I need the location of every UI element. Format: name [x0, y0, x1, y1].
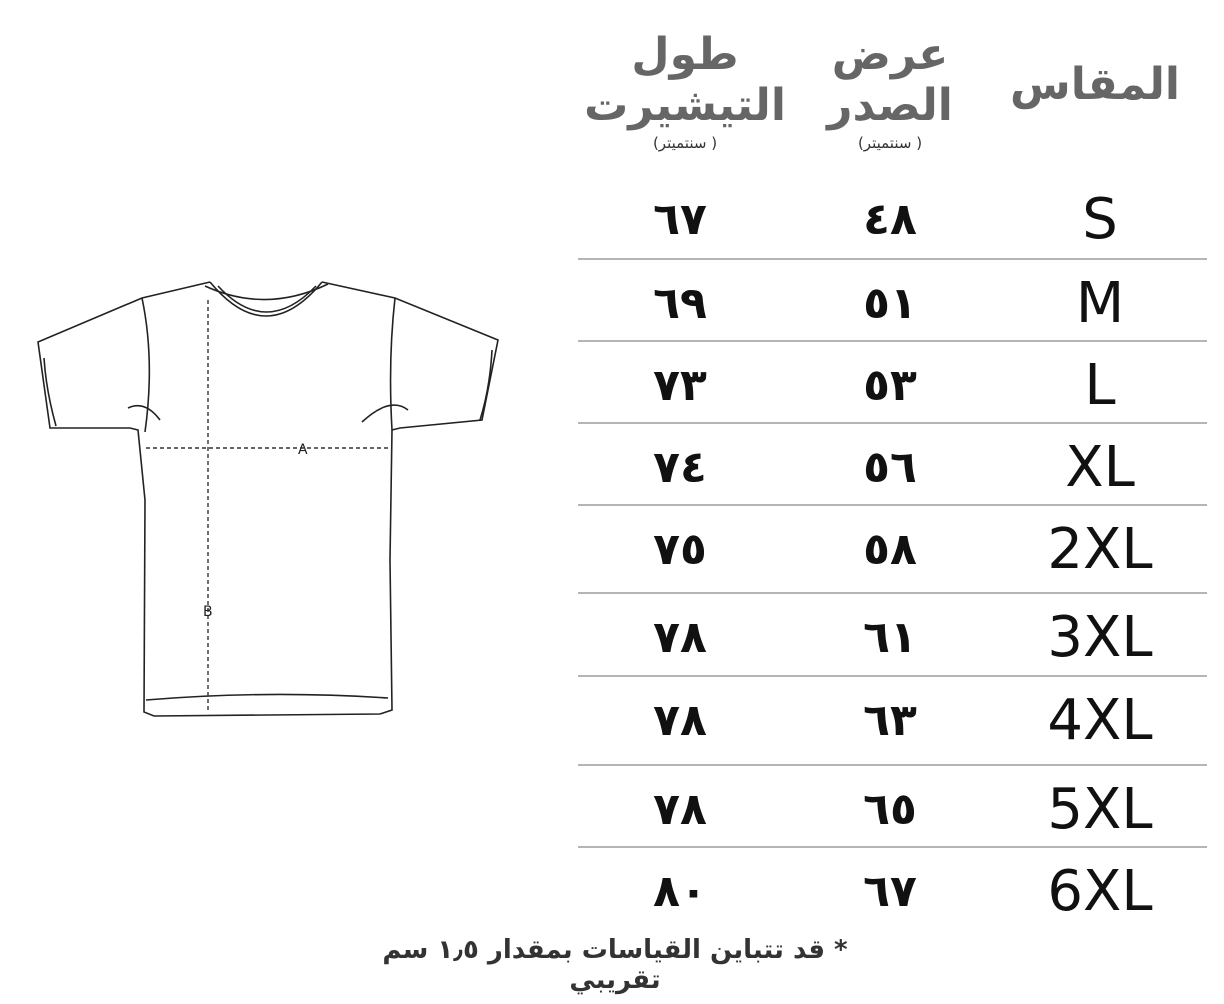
measurement-note: * قد تتباين القياسات بمقدار ١٫٥ سم تقريبي	[382, 935, 848, 995]
length-cell: ٧٨	[653, 783, 707, 835]
tshirt-diagram	[30, 270, 510, 730]
header-length-line2: التيشيرت	[584, 79, 786, 131]
header-chest	[810, 30, 970, 152]
chest-cell: ٥٨	[863, 523, 917, 575]
chest-cell: ٦١	[863, 611, 917, 663]
length-cell: ٧٨	[653, 694, 707, 746]
chest-cell: ٦٥	[863, 783, 917, 835]
table-row	[580, 508, 1207, 590]
table-row	[580, 426, 1207, 508]
size-cell: XL	[1065, 434, 1135, 500]
row-divider	[578, 422, 1207, 424]
table-row	[580, 178, 1207, 260]
table-row	[580, 596, 1207, 678]
tshirt-outline	[30, 270, 510, 730]
size-cell: 4XL	[1047, 687, 1153, 753]
chest-cell: ٤٨	[863, 193, 917, 245]
size-cell: 3XL	[1047, 604, 1153, 670]
chest-cell: ٦٣	[863, 694, 917, 746]
length-cell: ٧٤	[653, 441, 707, 493]
size-cell: M	[1075, 270, 1125, 336]
row-divider	[578, 592, 1207, 594]
chest-cell: ٥٦	[863, 441, 917, 493]
chest-cell: ٦٧	[863, 865, 917, 917]
header-chest-line2: الصدر	[827, 79, 953, 131]
size-cell: L	[1084, 352, 1116, 418]
table-row	[580, 679, 1207, 761]
size-cell: 5XL	[1047, 776, 1153, 842]
size-cell: 2XL	[1047, 516, 1153, 582]
chest-cell: ٥٣	[863, 359, 917, 411]
row-divider	[578, 764, 1207, 766]
table-row	[580, 262, 1207, 344]
label-a: A	[298, 442, 308, 458]
length-cell: ٧٥	[653, 523, 707, 575]
size-cell: 6XL	[1047, 858, 1153, 924]
header-length-unit: (سنتميتر )	[652, 134, 718, 153]
table-row	[580, 768, 1207, 850]
length-cell: ٧٣	[653, 359, 707, 411]
length-cell: ٦٩	[653, 277, 707, 329]
table-row	[580, 344, 1207, 426]
row-divider	[578, 675, 1207, 677]
row-divider	[578, 504, 1207, 506]
chest-cell: ٥١	[863, 277, 917, 329]
label-b: B	[203, 604, 213, 620]
table-row	[580, 850, 1207, 932]
row-divider	[578, 340, 1207, 342]
header-size	[1010, 60, 1180, 111]
length-cell: ٨٠	[653, 865, 707, 917]
header-chest-line1: عرض	[831, 29, 949, 80]
length-cell: ٦٧	[653, 193, 707, 245]
row-divider	[578, 846, 1207, 848]
size-cell: S	[1082, 186, 1118, 252]
row-divider	[578, 258, 1207, 260]
header-length	[580, 30, 790, 152]
header-length-line1: طول	[631, 29, 739, 80]
header-chest-unit: (سنتميتر )	[857, 134, 923, 153]
header-size-label: المقاس	[1010, 59, 1181, 110]
length-cell: ٧٨	[653, 611, 707, 663]
